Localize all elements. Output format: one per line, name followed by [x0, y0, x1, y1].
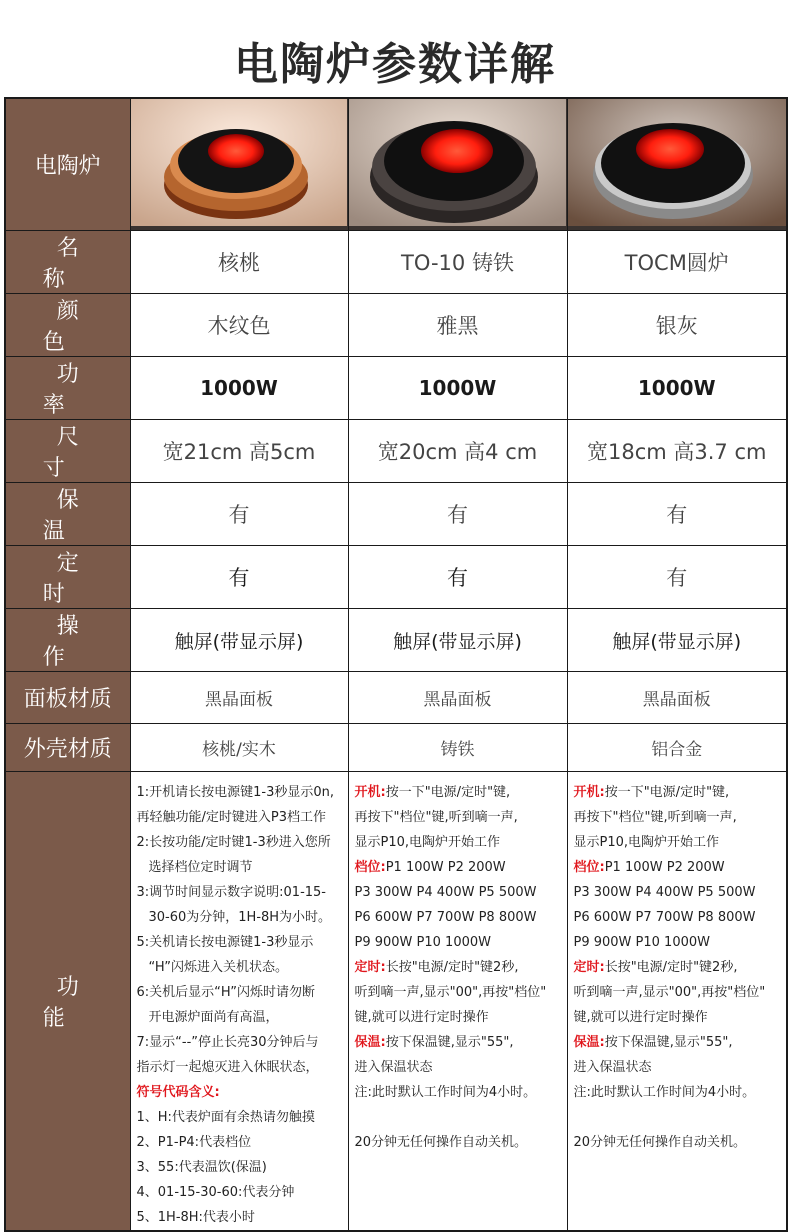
func-line	[355, 955, 563, 980]
func-text: 长按"电源/定时"键2秒,	[385, 960, 519, 975]
cell: 有	[130, 546, 348, 609]
cell: 黑晶面板	[130, 672, 348, 724]
cell: 触屏(带显示屏)	[130, 609, 348, 672]
row-color	[5, 294, 787, 357]
spacer	[355, 1105, 563, 1130]
func-line: 1:开机请长按电源键1-3秒显示0n,	[136, 785, 335, 800]
func-line: 30-60为分钟，1H-8H为小时。	[148, 910, 332, 925]
func-line: P9 900W P10 1000W	[354, 935, 491, 950]
func-line: 注:此时默认工作时间为4小时。	[354, 1085, 537, 1100]
row-label: 保 温	[5, 483, 130, 546]
cell: 铸铁	[348, 724, 567, 772]
cell: 触屏(带显示屏)	[567, 609, 787, 672]
code-heading: 符号代码含义:	[136, 1085, 220, 1100]
image-row	[5, 98, 787, 231]
func-text: P1 100W P2 200W	[385, 860, 506, 875]
func-line: 20分钟无任何操作自动关机。	[354, 1135, 528, 1150]
cell: 有	[348, 546, 567, 609]
cell: TOCM圆炉	[567, 231, 787, 294]
func-line: 7:显示“--”停止长亮30分钟后与	[136, 1035, 319, 1050]
func-line: 选择档位定时调节	[148, 860, 253, 875]
keyword: 档位:	[354, 860, 386, 875]
cell: 铝合金	[567, 724, 787, 772]
cell: 1000W	[130, 357, 348, 420]
func-line: 5、1H-8H:代表小时	[136, 1210, 255, 1225]
func-line: 进入保温状态	[354, 1060, 433, 1075]
row-label: 面板材质	[5, 672, 130, 724]
product-image-castiron	[348, 98, 567, 231]
func-text: 按下保温键,显示"55",	[604, 1035, 733, 1050]
func-text: 按一下"电源/定时"键,	[604, 785, 730, 800]
row-label: 功 能	[5, 772, 130, 1232]
cell: 核桃	[130, 231, 348, 294]
cell: 1000W	[348, 357, 567, 420]
row-timer	[5, 546, 787, 609]
cell: 有	[348, 483, 567, 546]
func-line	[355, 780, 563, 805]
keyword: 定时:	[354, 960, 386, 975]
func-line: 2、P1-P4:代表档位	[136, 1135, 252, 1150]
func-line: 再轻触功能/定时键进入P3档工作	[136, 810, 326, 825]
func-line	[574, 955, 783, 980]
function-castiron	[348, 772, 567, 1232]
func-line: “H”闪烁进入关机状态。	[148, 960, 288, 975]
func-line: 开电源炉面尚有高温，	[148, 1010, 279, 1025]
function-round	[567, 772, 787, 1232]
page-title: 电陶炉参数详解	[234, 39, 556, 90]
keyword: 定时:	[573, 960, 605, 975]
row-shell	[5, 724, 787, 772]
header-label: 电陶炉	[5, 98, 130, 231]
cell: 银灰	[567, 294, 787, 357]
cell: 黑晶面板	[567, 672, 787, 724]
row-panel	[5, 672, 787, 724]
func-line: 注:此时默认工作时间为4小时。	[573, 1085, 756, 1100]
spacer	[574, 1105, 783, 1130]
func-line: 键,就可以进行定时操作	[354, 1010, 489, 1025]
func-line	[355, 855, 563, 880]
row-label: 尺 寸	[5, 420, 130, 483]
cell: 有	[567, 483, 787, 546]
func-line: 5:关机请长按电源键1-3秒显示	[136, 935, 314, 950]
func-line: 显示P10,电陶炉开始工作	[354, 835, 501, 850]
castiron-stove-icon	[349, 99, 566, 226]
cell: TO-10 铸铁	[348, 231, 567, 294]
row-keepwarm	[5, 483, 787, 546]
func-line: P3 300W P4 400W P5 500W	[354, 885, 537, 900]
func-line: P3 300W P4 400W P5 500W	[573, 885, 756, 900]
func-line: 听到嘀一声,显示"00",再按"档位"	[573, 985, 766, 1000]
func-line	[574, 855, 783, 880]
func-line: 4、01-15-30-60:代表分钟	[136, 1185, 295, 1200]
func-line: 键,就可以进行定时操作	[573, 1010, 708, 1025]
row-label: 名 称	[5, 231, 130, 294]
func-text: 按下保温键,显示"55",	[385, 1035, 514, 1050]
walnut-stove-icon	[131, 99, 347, 226]
keyword: 档位:	[573, 860, 605, 875]
cell: 有	[130, 483, 348, 546]
func-line: 再按下"档位"键,听到嘀一声,	[354, 810, 518, 825]
row-label: 颜 色	[5, 294, 130, 357]
func-line: 再按下"档位"键,听到嘀一声,	[573, 810, 737, 825]
product-image-round	[567, 98, 787, 231]
row-operation	[5, 609, 787, 672]
spec-table	[4, 97, 788, 1232]
keyword: 保温:	[354, 1035, 386, 1050]
row-function	[5, 772, 787, 1232]
keyword: 开机:	[573, 785, 605, 800]
cell: 木纹色	[130, 294, 348, 357]
row-label: 外壳材质	[5, 724, 130, 772]
cell: 黑晶面板	[348, 672, 567, 724]
row-label: 定 时	[5, 546, 130, 609]
cell: 宽20cm 高4 cm	[348, 420, 567, 483]
row-label: 功 率	[5, 357, 130, 420]
cell: 核桃/实木	[130, 724, 348, 772]
product-image-walnut	[130, 98, 348, 231]
keyword: 开机:	[354, 785, 386, 800]
func-text: P1 100W P2 200W	[604, 860, 725, 875]
func-line: 3:调节时间显示数字说明:01-15-	[136, 885, 326, 900]
func-line: 6:关机后显示“H”闪烁时请勿断	[136, 985, 315, 1000]
func-line: P6 600W P7 700W P8 800W	[354, 910, 537, 925]
func-line: 1、H:代表炉面有余热请勿触摸	[136, 1110, 315, 1125]
cell: 1000W	[567, 357, 787, 420]
func-text: 长按"电源/定时"键2秒,	[604, 960, 738, 975]
func-line: 3、55:代表温饮(保温)	[136, 1160, 267, 1175]
func-line	[574, 1030, 783, 1055]
func-line: 20分钟无任何操作自动关机。	[573, 1135, 747, 1150]
round-stove-icon	[568, 99, 786, 226]
func-text: 按一下"电源/定时"键,	[385, 785, 511, 800]
cell: 宽18cm 高3.7 cm	[567, 420, 787, 483]
func-line: P9 900W P10 1000W	[573, 935, 710, 950]
function-walnut	[130, 772, 348, 1232]
func-line	[574, 780, 783, 805]
func-line: 进入保温状态	[573, 1060, 652, 1075]
cell: 有	[567, 546, 787, 609]
row-size	[5, 420, 787, 483]
func-line: P6 600W P7 700W P8 800W	[573, 910, 756, 925]
func-line: 指示灯一起熄灭进入休眠状态，	[136, 1060, 319, 1075]
cell: 宽21cm 高5cm	[130, 420, 348, 483]
row-power	[5, 357, 787, 420]
cell: 雅黑	[348, 294, 567, 357]
cell: 触屏(带显示屏)	[348, 609, 567, 672]
row-label: 操 作	[5, 609, 130, 672]
func-line: 听到嘀一声,显示"00",再按"档位"	[354, 985, 547, 1000]
row-name	[5, 231, 787, 294]
func-line: 2:长按功能/定时键1-3秒进入您所	[136, 835, 331, 850]
func-line	[355, 1030, 563, 1055]
keyword: 保温:	[573, 1035, 605, 1050]
func-line: 显示P10,电陶炉开始工作	[573, 835, 720, 850]
